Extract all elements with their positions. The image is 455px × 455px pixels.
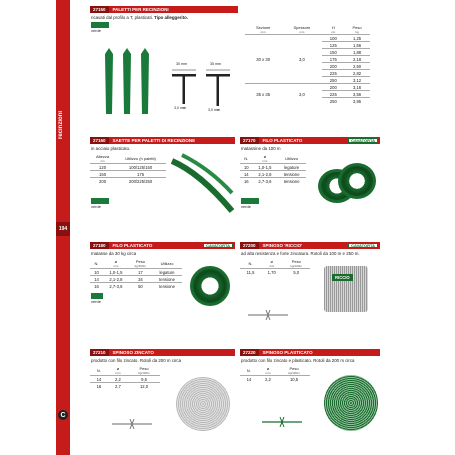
color-label: verde: [91, 204, 102, 210]
section-27160: [90, 137, 235, 229]
section-header: [240, 242, 380, 249]
brand-logo: CAVATORTA: [348, 138, 378, 143]
table-row: 125 1,56: [245, 42, 370, 49]
section-header: [90, 242, 235, 249]
col-diametro: ø mm: [113, 258, 119, 268]
table-row: 35 x 35 3,0 200 3,16: [245, 84, 370, 91]
category-label: recinzioni: [58, 111, 64, 140]
col-sezione: Sezione mm: [255, 24, 271, 34]
section-title: SPINOSO PLASTICATO: [262, 350, 313, 355]
product-code: 27160: [90, 137, 109, 144]
section-header: [240, 137, 380, 144]
brace-bars-image: [170, 153, 234, 213]
col-peso: Peso kg/100m: [138, 365, 150, 375]
table-row: 225 3,56: [245, 91, 370, 98]
section-27220: [240, 349, 380, 441]
spec-table-27150: [245, 24, 370, 104]
product-code: 27200: [240, 242, 259, 249]
section-header: [90, 6, 238, 13]
dimension-d: 3,0 mm: [208, 108, 220, 112]
product-description: prodotto con filo zincato e plasticato. Rotoli da 200 m circa: [241, 358, 355, 363]
section-27180: [90, 242, 235, 337]
table-row: 250 3,95: [245, 98, 370, 105]
col-peso: Peso kg/100m: [134, 258, 147, 268]
color-label: verde: [91, 28, 102, 34]
product-description: ad alta resistenza e forte zincatura. Rotoli da 100 m e 250 m.: [241, 251, 360, 256]
col-n: N.: [244, 155, 249, 161]
table-row: 10 1,0-1,5 17 legature: [90, 269, 182, 276]
wire-coil-image: [338, 163, 376, 199]
dimension-a: 30 mm: [176, 62, 187, 66]
section-title: FILO PLASTICATO: [112, 243, 153, 248]
col-peso: Peso kg: [352, 24, 362, 34]
page-number: 194: [56, 222, 70, 236]
product-code: 27150: [90, 6, 109, 13]
col-spessore: Spessore mm: [293, 24, 311, 34]
table-row: 225 2,82: [245, 70, 370, 77]
spec-table-27220: [240, 365, 310, 382]
col-peso: Peso kg/100m: [290, 258, 302, 268]
table-row: 10 1,0-1,5 legature: [240, 164, 306, 171]
table-row: 16 2,7 12,0: [90, 383, 160, 390]
spec-table-27210: [90, 365, 160, 389]
table-row: 150 1,88: [245, 49, 370, 56]
description-text: ricavati dal profilo a T, plasticati.: [91, 15, 153, 20]
brand-logo: CAVATORTA: [348, 243, 378, 248]
table-row: 30 x 30 3,0 100 1,25: [245, 35, 370, 42]
spec-table-27160: [90, 153, 166, 184]
product-description: prodotto con filo zincato. Rotoli da 200 m circa: [91, 358, 182, 363]
table-row: 11,5 1,70 5,0: [240, 269, 310, 276]
section-header: [240, 349, 380, 356]
section-title: PALETTI PER RECINZIONI: [112, 7, 169, 12]
color-label: verde: [241, 204, 252, 210]
table-row: 14 2,2 9,5: [90, 376, 160, 383]
description-emphasis: Tipo alleggerito.: [154, 15, 188, 20]
col-diametro: ø mm: [262, 153, 268, 163]
section-title: FILO PLASTICATO: [262, 138, 303, 143]
product-code: 27220: [240, 349, 259, 356]
table-row: 200 200/225/250: [90, 178, 166, 185]
table-row: 14 2,1-2,8 34 tensione: [90, 276, 182, 283]
table-row: 200 2,50: [245, 63, 370, 70]
table-row: 14 2,1-2,8 tensione: [240, 171, 306, 178]
col-n: N.: [96, 367, 101, 373]
col-utilizzo: Utilizzo: [285, 155, 299, 161]
dimension-b: 35 mm: [210, 62, 221, 66]
barbed-wire-detail-icon: [112, 417, 152, 431]
table-row: 14 2,2 10,5: [240, 376, 310, 383]
riccio-spool-image: [324, 266, 368, 312]
col-utilizzo: Utilizzo (h paletti): [125, 155, 156, 161]
table-row: 150 175: [90, 171, 166, 178]
wire-coil-image: [190, 266, 230, 306]
spec-table-27170: [240, 153, 306, 184]
fence-posts-image: [95, 48, 155, 118]
zinc-barbed-coil-image: [176, 377, 230, 431]
col-diametro: ø mm: [115, 365, 121, 375]
green-barbed-detail-icon: [262, 415, 302, 429]
section-27200: [240, 242, 380, 337]
section-27210: [90, 349, 235, 441]
green-barbed-coil-image: [324, 375, 378, 431]
table-row: 120 100/125/150: [90, 164, 166, 171]
col-utilizzo: Utilizzo: [160, 260, 174, 266]
col-diametro: ø mm: [269, 258, 275, 268]
product-code: 27180: [90, 242, 109, 249]
riccio-label: RICCIO: [332, 274, 353, 281]
table-row: 16 2,7-3,6 tensione: [240, 178, 306, 185]
brand-logo: CAVATORTA: [203, 243, 233, 248]
section-27170: [240, 137, 380, 229]
product-description: matassine da 100 m: [241, 146, 281, 151]
col-diametro: ø mm: [265, 365, 271, 375]
table-row: 250 3,12: [245, 77, 370, 84]
section-header: [90, 137, 235, 144]
section-title: SPINOSO ZINCATO: [112, 350, 154, 355]
spec-table-27180: [90, 258, 182, 289]
product-description: [91, 15, 237, 20]
col-h: H cm: [331, 24, 336, 34]
color-label: verde: [91, 299, 102, 305]
dimension-c: 3,0 mm: [174, 106, 186, 110]
section-title: SAETTE PER PALETTI DI RECINZIONE: [112, 138, 196, 143]
product-code: 27170: [240, 137, 259, 144]
section-header: [90, 349, 235, 356]
product-description: matasse da 30 kg circa: [91, 251, 137, 256]
col-peso: Peso kg/100m: [288, 365, 300, 375]
col-n: N.: [246, 367, 251, 373]
col-n: N.: [248, 260, 253, 266]
section-title: SPINOSO 'RICCIO': [262, 243, 303, 248]
col-n: N.: [94, 260, 99, 266]
section-27150: [90, 6, 238, 130]
table-row: 175 2,18: [245, 56, 370, 63]
table-row: 16 2,7-3,6 50 tensione: [90, 283, 182, 290]
barbed-wire-detail-icon: [248, 308, 288, 322]
spec-table-27200: [240, 258, 310, 275]
col-altezza: Altezza cm: [95, 153, 110, 163]
brand-logo-icon: C: [58, 410, 68, 420]
product-description: in acciaio plasticato.: [91, 146, 131, 151]
product-code: 27210: [90, 349, 109, 356]
